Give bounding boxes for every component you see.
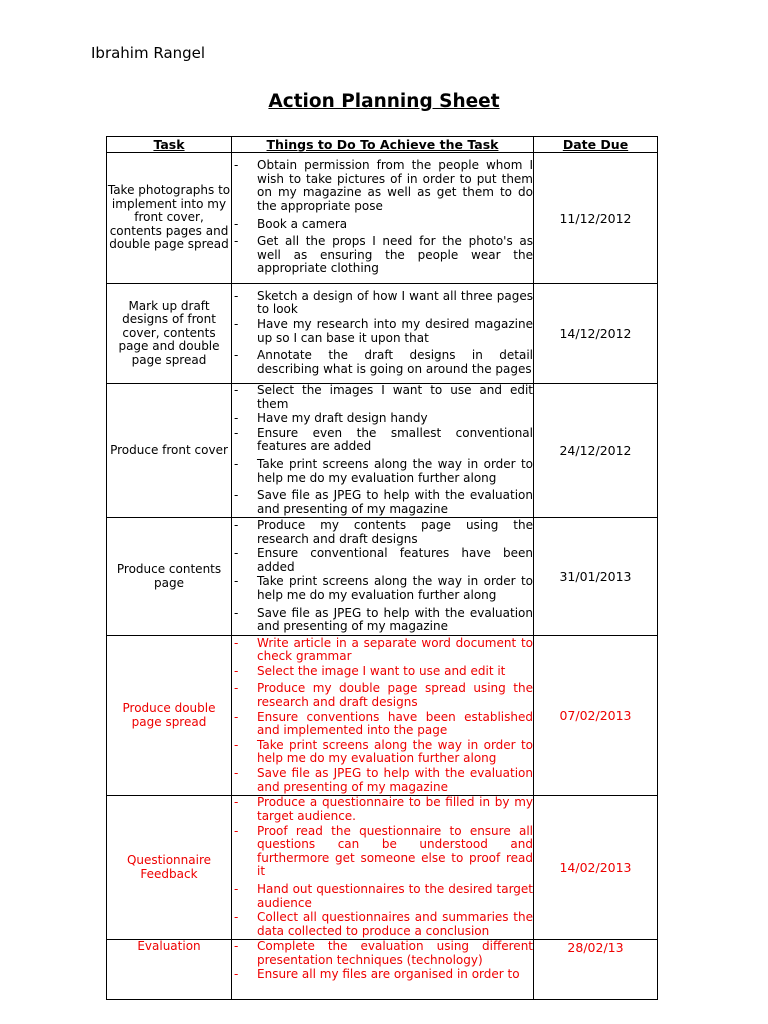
action-plan-table: [106, 136, 658, 1000]
list-item: - Save file as JPEG to help with the evaluation and presenting of my magazine: [232, 767, 533, 794]
things-cell: [232, 518, 534, 636]
list-item: - Take print screens along the way in order to help me do my evaluation further along: [232, 739, 533, 766]
table-row: [107, 284, 658, 384]
things-cell: [232, 284, 534, 384]
things-list: [232, 637, 533, 795]
list-item: - Hand out questionnaires to the desired target audience: [232, 883, 533, 910]
task-cell: Take photographs to implement into my front cover, contents pages and double page spread: [107, 153, 232, 284]
table-row: [107, 518, 658, 636]
list-item: - Save file as JPEG to help with the evaluation and presenting of my magazine: [232, 489, 533, 516]
task-cell: Produce front cover: [107, 384, 232, 518]
list-item: - Produce my double page spread using the research and draft designs: [232, 682, 533, 709]
things-list: [232, 940, 533, 982]
date-cell: 07/02/2013: [534, 636, 658, 796]
things-cell: [232, 153, 534, 284]
author-name: Ibrahim Rangel: [91, 44, 206, 62]
things-list: [232, 290, 533, 377]
things-cell: [232, 384, 534, 518]
things-cell: [232, 636, 534, 796]
date-cell: 24/12/2012: [534, 384, 658, 518]
list-item: - Select the image I want to use and edit it: [232, 665, 533, 679]
table-header-row: [107, 137, 658, 153]
list-item: - Take print screens along the way in order to help me do my evaluation further along: [232, 575, 533, 602]
page-title: Action Planning Sheet: [268, 91, 500, 112]
list-item: - Have my research into my desired magazine up so I can base it upon that: [232, 318, 533, 345]
list-item: - Get all the props I need for the photo's as well as ensuring the people wear the appropriate clothing: [232, 235, 533, 276]
list-item: - Have my draft design handy: [232, 412, 533, 426]
header-things: Things to Do To Achieve the Task: [232, 137, 534, 153]
task-cell: Produce double page spread: [107, 636, 232, 796]
date-cell: 14/02/2013: [534, 796, 658, 940]
header-date: Date Due: [534, 137, 658, 153]
table-row: [107, 940, 658, 1000]
list-item: - Book a camera: [232, 218, 533, 232]
table-row: [107, 384, 658, 518]
list-item: - Complete the evaluation using different presentation techniques (technology): [232, 940, 533, 967]
list-item: - Ensure all my files are organised in order to: [232, 968, 533, 982]
table-row: [107, 636, 658, 796]
table-row: [107, 153, 658, 284]
table-row: [107, 796, 658, 940]
list-item: - Sketch a design of how I want all three pages to look: [232, 290, 533, 317]
things-list: [232, 796, 533, 938]
list-item: - Ensure conventional features have been added: [232, 547, 533, 574]
list-item: - Produce my contents page using the research and draft designs: [232, 519, 533, 546]
date-cell: 11/12/2012: [534, 153, 658, 284]
list-item: - Collect all questionnaires and summaries the data collected to produce a conclusion: [232, 911, 533, 938]
task-cell: Produce contents page: [107, 518, 232, 636]
task-cell: Evaluation: [107, 940, 232, 1000]
header-task: Task: [107, 137, 232, 153]
things-cell: [232, 940, 534, 1000]
things-list: [232, 384, 533, 516]
list-item: - Proof read the questionnaire to ensure all questions can be understood and furthermore get someone else to proof read it: [232, 825, 533, 879]
things-cell: [232, 796, 534, 940]
list-item: - Produce a questionnaire to be filled in by my target audience.: [232, 796, 533, 823]
list-item: - Annotate the draft designs in detail describing what is going on around the pages: [232, 349, 533, 376]
date-cell: 14/12/2012: [534, 284, 658, 384]
list-item: - Select the images I want to use and edit them: [232, 384, 533, 411]
things-list: [232, 159, 533, 276]
task-cell: Mark up draft designs of front cover, contents page and double page spread: [107, 284, 232, 384]
date-cell: 28/02/13: [534, 940, 658, 1000]
list-item: - Take print screens along the way in order to help me do my evaluation further along: [232, 458, 533, 485]
list-item: - Obtain permission from the people whom I wish to take pictures of in order to put them on my magazine as well as get them to do the appropriate pose: [232, 159, 533, 213]
list-item: - Write article in a separate word document to check grammar: [232, 637, 533, 664]
list-item: - Save file as JPEG to help with the evaluation and presenting of my magazine: [232, 607, 533, 634]
date-cell: 31/01/2013: [534, 518, 658, 636]
task-cell: Questionnaire Feedback: [107, 796, 232, 940]
list-item: - Ensure even the smallest conventional features are added: [232, 427, 533, 454]
things-list: [232, 519, 533, 634]
list-item: - Ensure conventions have been established and implemented into the page: [232, 711, 533, 738]
